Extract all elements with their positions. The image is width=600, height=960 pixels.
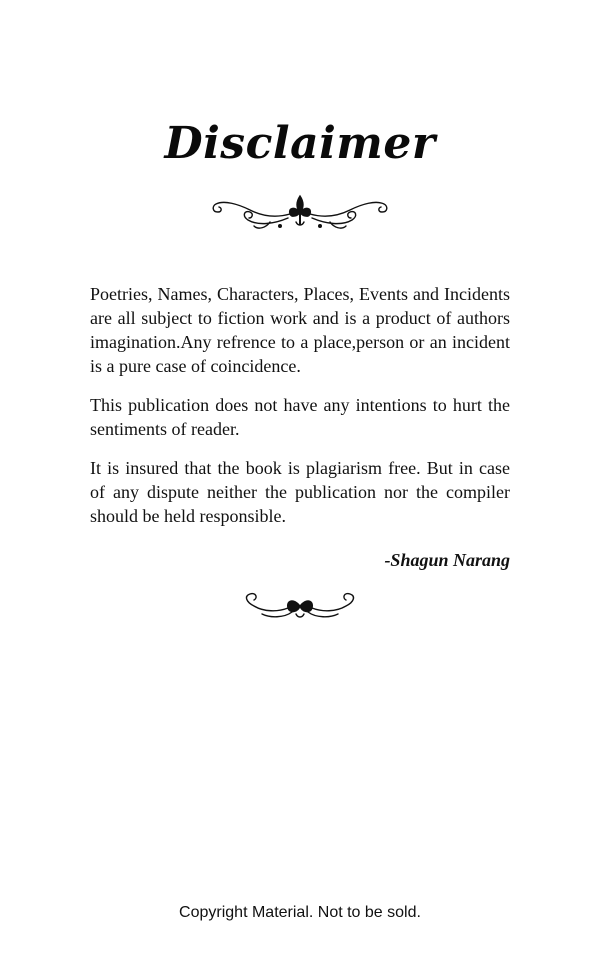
scroll-flourish-icon: [240, 588, 360, 624]
paragraph: Poetries, Names, Characters, Places, Events and Incidents are all subject to fiction work and is a product of authors imagination.Any refrence to a place,person or an incident is a pure case of coincidence.: [90, 284, 510, 376]
paragraph: This publication does not have any intentions to hurt the sentiments of reader.: [90, 395, 510, 439]
copyright-footer: Copyright Material. Not to be sold.: [179, 904, 421, 921]
paragraph: It is insured that the book is plagiarism free. But in case of any dispute neither the publication nor the compiler should be held responsible.: [90, 458, 510, 526]
scroll-flourish-icon: [210, 188, 390, 234]
author-signature: -Shagun Narang: [384, 550, 510, 570]
disclaimer-body: [90, 282, 510, 543]
page-title: Disclaimer: [164, 118, 436, 169]
